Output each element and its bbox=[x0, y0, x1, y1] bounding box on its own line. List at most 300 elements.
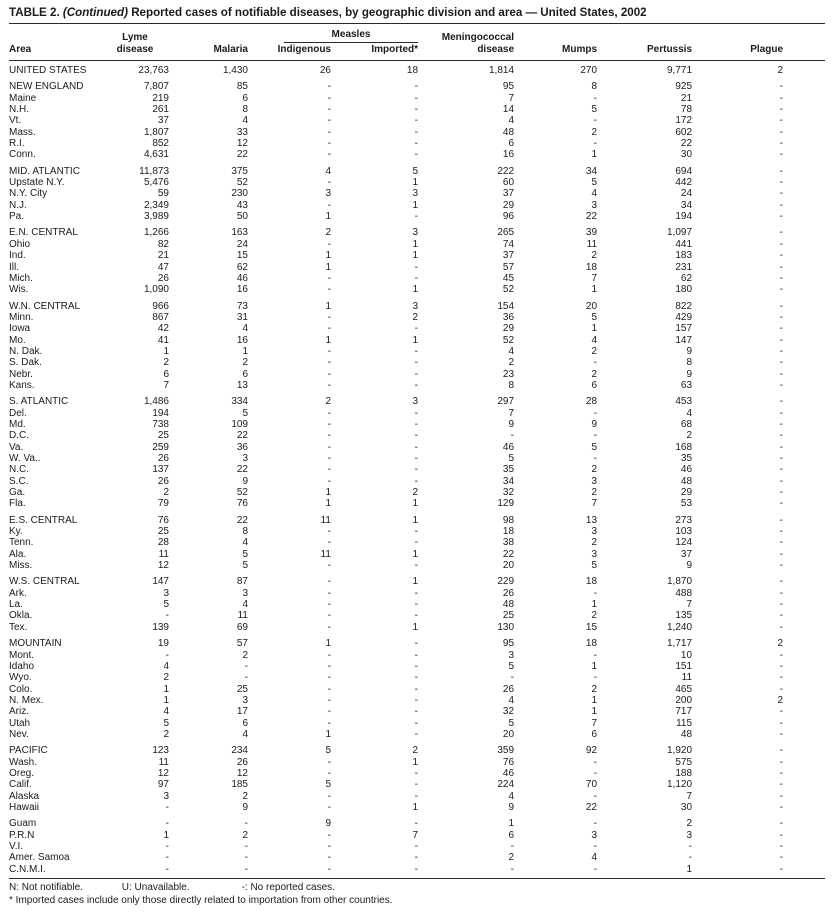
value-cell: 3 bbox=[591, 526, 598, 538]
value-cell: - bbox=[779, 379, 784, 391]
value-cell: - bbox=[414, 126, 419, 138]
value-cell: 3 bbox=[412, 188, 419, 200]
value-cell: 8 bbox=[242, 526, 248, 538]
value-cell: 273 bbox=[675, 514, 693, 526]
value-cell: 8 bbox=[508, 379, 515, 391]
value-cell: 1,814 bbox=[488, 65, 515, 76]
value-cell: 115 bbox=[676, 717, 693, 729]
area-cell: Mass. bbox=[9, 126, 36, 138]
value-cell: - bbox=[414, 852, 419, 864]
value-cell: 16 bbox=[502, 149, 515, 161]
table-row bbox=[9, 61, 825, 77]
value-cell: - bbox=[414, 138, 419, 150]
value-cell: 200 bbox=[675, 694, 693, 706]
value-cell: 1 bbox=[325, 498, 331, 510]
table-row bbox=[9, 369, 825, 380]
value-cell: 60 bbox=[502, 177, 515, 189]
value-cell: 4,631 bbox=[143, 149, 169, 161]
footnotes bbox=[9, 882, 825, 907]
value-cell: - bbox=[414, 453, 419, 464]
area-cell: C.N.M.I. bbox=[9, 863, 46, 875]
value-cell: - bbox=[327, 841, 331, 852]
area-cell: S. ATLANTIC bbox=[9, 396, 69, 408]
value-cell: 5 bbox=[591, 560, 598, 572]
value-cell: 1,097 bbox=[666, 227, 693, 239]
area-cell: Colo. bbox=[9, 683, 33, 695]
value-cell: - bbox=[414, 464, 419, 476]
value-cell: 1,090 bbox=[143, 284, 169, 296]
value-cell: 3 bbox=[163, 790, 169, 802]
value-cell: 9 bbox=[686, 345, 693, 357]
col-lyme-line2: disease bbox=[101, 44, 169, 61]
value-cell: - bbox=[414, 149, 419, 161]
value-cell: 5 bbox=[508, 453, 515, 464]
table-row bbox=[9, 464, 825, 475]
value-cell: 52 bbox=[236, 177, 248, 189]
value-cell: - bbox=[414, 638, 419, 650]
value-cell: 37 bbox=[502, 250, 515, 262]
value-cell: 22 bbox=[502, 548, 515, 560]
area-cell: Idaho bbox=[9, 660, 35, 672]
value-cell: - bbox=[327, 453, 331, 464]
value-cell: 6 bbox=[591, 728, 598, 740]
value-cell: - bbox=[414, 672, 419, 684]
value-cell: 22 bbox=[236, 430, 248, 442]
value-cell: 188 bbox=[675, 767, 693, 779]
value-cell: 1,920 bbox=[666, 745, 693, 757]
value-cell: 1 bbox=[325, 261, 331, 273]
value-cell: 4 bbox=[325, 165, 331, 177]
value-cell: 2 bbox=[591, 487, 598, 499]
value-cell: 9,771 bbox=[666, 65, 693, 76]
area-cell: D.C. bbox=[9, 430, 29, 442]
value-cell: - bbox=[779, 621, 784, 633]
value-cell: - bbox=[414, 345, 419, 357]
value-cell: 1,240 bbox=[666, 621, 693, 633]
value-cell: 123 bbox=[152, 745, 169, 757]
value-cell: - bbox=[414, 706, 419, 718]
value-cell: - bbox=[244, 841, 248, 852]
area-cell: Wyo. bbox=[9, 672, 32, 684]
value-cell: 9 bbox=[242, 801, 248, 813]
value-cell: 602 bbox=[675, 126, 693, 138]
table-row bbox=[9, 549, 825, 560]
value-cell: - bbox=[779, 396, 784, 408]
value-cell: - bbox=[779, 311, 784, 323]
value-cell: 2 bbox=[163, 672, 169, 684]
table-row bbox=[9, 638, 825, 649]
value-cell: 3 bbox=[412, 396, 419, 408]
value-cell: - bbox=[327, 379, 331, 391]
value-cell: 6 bbox=[508, 138, 515, 150]
value-cell: 78 bbox=[680, 104, 693, 116]
value-cell: 9 bbox=[686, 560, 693, 572]
value-cell: 76 bbox=[236, 498, 248, 510]
value-cell: - bbox=[327, 126, 331, 138]
value-cell: - bbox=[327, 407, 331, 419]
table-row bbox=[9, 695, 825, 706]
value-cell: - bbox=[779, 199, 784, 211]
table-row bbox=[9, 830, 825, 841]
value-cell: 62 bbox=[236, 261, 248, 273]
value-cell: 124 bbox=[675, 537, 693, 549]
value-cell: 5 bbox=[412, 165, 419, 177]
table-row bbox=[9, 768, 825, 779]
value-cell: 1 bbox=[591, 694, 598, 706]
value-cell: - bbox=[510, 430, 515, 442]
value-cell: - bbox=[593, 790, 598, 802]
value-cell: 717 bbox=[675, 706, 693, 718]
table-row bbox=[9, 588, 825, 599]
col-group-measles bbox=[248, 24, 418, 44]
area-cell: UNITED STATES bbox=[9, 65, 87, 76]
value-cell: 2 bbox=[412, 745, 419, 757]
area-cell: Miss. bbox=[9, 560, 33, 572]
value-cell: - bbox=[327, 621, 331, 633]
value-cell: 4 bbox=[163, 660, 169, 672]
value-cell: 1 bbox=[325, 638, 331, 650]
value-cell: - bbox=[327, 790, 331, 802]
table-row bbox=[9, 537, 825, 548]
value-cell: - bbox=[779, 863, 784, 875]
area-cell: Del. bbox=[9, 407, 27, 419]
value-cell: - bbox=[779, 345, 784, 357]
value-cell: - bbox=[779, 165, 784, 177]
value-cell: 4 bbox=[508, 694, 515, 706]
value-cell: 5,476 bbox=[143, 177, 169, 189]
value-cell: 231 bbox=[675, 261, 693, 273]
value-cell: 2 bbox=[591, 368, 598, 380]
value-cell: - bbox=[414, 863, 419, 875]
value-cell: 41 bbox=[157, 334, 169, 346]
value-cell: 852 bbox=[152, 138, 169, 150]
table-row bbox=[9, 841, 825, 852]
table-row bbox=[9, 599, 825, 610]
area-cell: Minn. bbox=[9, 311, 34, 323]
area-cell: Oreg. bbox=[9, 767, 35, 779]
value-cell: - bbox=[779, 728, 784, 740]
value-cell: 5 bbox=[242, 548, 248, 560]
value-cell: - bbox=[779, 745, 784, 757]
value-cell: - bbox=[779, 852, 784, 864]
footnote-not-notifiable: N: Not notifiable. bbox=[9, 882, 83, 894]
value-cell: 194 bbox=[152, 407, 169, 419]
value-cell: - bbox=[779, 261, 784, 273]
value-cell: 14 bbox=[502, 104, 515, 116]
table-row bbox=[9, 200, 825, 211]
value-cell: 2 bbox=[591, 345, 598, 357]
value-cell: - bbox=[779, 453, 784, 464]
value-cell: 2 bbox=[508, 357, 515, 369]
value-cell: - bbox=[593, 92, 598, 104]
value-cell: - bbox=[327, 149, 331, 161]
value-cell: - bbox=[779, 514, 784, 526]
title-table-label: TABLE 2. bbox=[9, 6, 60, 19]
value-cell: - bbox=[593, 767, 598, 779]
value-cell: 7 bbox=[412, 829, 419, 841]
header-row-bottom bbox=[9, 44, 825, 61]
table-row bbox=[9, 188, 825, 199]
value-cell: - bbox=[779, 238, 784, 250]
page-title bbox=[9, 5, 825, 24]
col-measles-indigenous: Indigenous bbox=[248, 44, 331, 61]
value-cell: 25 bbox=[502, 610, 515, 622]
value-cell: - bbox=[779, 138, 784, 150]
value-cell: - bbox=[779, 250, 784, 262]
value-cell: - bbox=[165, 852, 169, 864]
value-cell: 5 bbox=[163, 599, 169, 611]
value-cell: 2 bbox=[325, 227, 331, 239]
value-cell: - bbox=[414, 368, 419, 380]
value-cell: 488 bbox=[675, 587, 693, 599]
value-cell: 42 bbox=[157, 323, 169, 335]
value-cell: 13 bbox=[236, 379, 248, 391]
value-cell: 3,989 bbox=[143, 211, 169, 223]
value-cell: - bbox=[779, 430, 784, 442]
table-row bbox=[9, 718, 825, 729]
value-cell: 10 bbox=[680, 649, 693, 661]
value-cell: 70 bbox=[585, 779, 598, 791]
value-cell: 92 bbox=[585, 745, 598, 757]
value-cell: - bbox=[327, 537, 331, 549]
value-cell: 442 bbox=[675, 177, 693, 189]
value-cell: 97 bbox=[157, 779, 169, 791]
area-cell: Wash. bbox=[9, 756, 37, 768]
value-cell: 17 bbox=[236, 706, 248, 718]
table-row bbox=[9, 380, 825, 391]
area-cell: Tex. bbox=[9, 621, 28, 633]
value-cell: 1 bbox=[508, 818, 515, 830]
value-cell: 7 bbox=[686, 599, 693, 611]
value-cell: 12 bbox=[236, 138, 248, 150]
value-cell: 2 bbox=[242, 829, 248, 841]
table-header bbox=[9, 24, 825, 61]
table-row bbox=[9, 273, 825, 284]
value-cell: 3 bbox=[242, 587, 248, 599]
value-cell: - bbox=[779, 818, 784, 830]
value-cell: - bbox=[779, 211, 784, 223]
value-cell: - bbox=[779, 829, 784, 841]
table-row bbox=[9, 81, 825, 92]
value-cell: 12 bbox=[157, 560, 169, 572]
value-cell: 5 bbox=[242, 560, 248, 572]
value-cell: 6 bbox=[163, 368, 169, 380]
value-cell: - bbox=[414, 357, 419, 369]
value-cell: 11 bbox=[158, 756, 169, 768]
value-cell: 57 bbox=[236, 638, 248, 650]
value-cell: 297 bbox=[497, 396, 515, 408]
value-cell: 2 bbox=[242, 790, 248, 802]
value-cell: 270 bbox=[580, 65, 598, 76]
value-cell: 2 bbox=[686, 430, 693, 442]
area-cell: N. Dak. bbox=[9, 345, 43, 357]
area-cell: Mont. bbox=[9, 649, 35, 661]
value-cell: - bbox=[327, 829, 331, 841]
area-cell: Ga. bbox=[9, 487, 26, 499]
value-cell: 9 bbox=[591, 418, 598, 430]
table-row bbox=[9, 745, 825, 756]
value-cell: 48 bbox=[502, 599, 515, 611]
value-cell: 28 bbox=[157, 537, 169, 549]
value-cell: 925 bbox=[675, 81, 693, 93]
value-cell: - bbox=[779, 487, 784, 499]
value-cell: 130 bbox=[497, 621, 515, 633]
value-cell: 36 bbox=[236, 441, 248, 453]
area-cell: S.C. bbox=[9, 475, 29, 487]
value-cell: 11 bbox=[681, 672, 693, 684]
value-cell: - bbox=[593, 453, 598, 464]
value-cell: - bbox=[414, 790, 419, 802]
value-cell: - bbox=[414, 841, 419, 852]
value-cell: - bbox=[327, 199, 331, 211]
area-cell: Mich. bbox=[9, 272, 33, 284]
value-cell: 11 bbox=[320, 514, 331, 526]
value-cell: - bbox=[327, 863, 331, 875]
table-row bbox=[9, 262, 825, 273]
value-cell: 69 bbox=[236, 621, 248, 633]
value-cell: - bbox=[779, 115, 784, 127]
col-lyme-line1: Lyme bbox=[122, 32, 148, 43]
footnote-imported-note: * Imported cases include only those directly related to importation from other countries. bbox=[9, 894, 393, 906]
value-cell: 147 bbox=[152, 576, 169, 588]
value-cell: 822 bbox=[675, 300, 693, 312]
value-cell: - bbox=[414, 683, 419, 695]
value-cell: 265 bbox=[497, 227, 515, 239]
header-spacer bbox=[597, 24, 692, 44]
value-cell: 185 bbox=[231, 779, 248, 791]
header-spacer bbox=[9, 24, 101, 44]
value-cell: 151 bbox=[675, 660, 693, 672]
value-cell: 26 bbox=[319, 65, 331, 76]
value-cell: 5 bbox=[163, 717, 169, 729]
value-cell: 168 bbox=[675, 441, 693, 453]
area-cell: Nebr. bbox=[9, 368, 33, 380]
value-cell: 52 bbox=[236, 487, 248, 499]
area-cell: V.I. bbox=[9, 841, 24, 852]
value-cell: 4 bbox=[242, 323, 248, 335]
value-cell: 1 bbox=[412, 576, 419, 588]
value-cell: - bbox=[327, 138, 331, 150]
value-cell: 4 bbox=[242, 537, 248, 549]
table-row bbox=[9, 661, 825, 672]
value-cell: 22 bbox=[236, 149, 248, 161]
value-cell: 694 bbox=[675, 165, 693, 177]
area-cell: MOUNTAIN bbox=[9, 638, 62, 650]
value-cell: 6 bbox=[242, 368, 248, 380]
area-cell: W. Va.. bbox=[9, 453, 41, 464]
area-cell: Hawaii bbox=[9, 801, 40, 813]
value-cell: 43 bbox=[236, 199, 248, 211]
area-cell: Ariz. bbox=[9, 706, 29, 718]
value-cell: - bbox=[779, 149, 784, 161]
value-cell: 453 bbox=[675, 396, 693, 408]
value-cell: - bbox=[779, 560, 784, 572]
value-cell: 6 bbox=[591, 379, 598, 391]
value-cell: 1,717 bbox=[666, 638, 693, 650]
value-cell: 1,266 bbox=[143, 227, 169, 239]
value-cell: 19 bbox=[157, 638, 169, 650]
value-cell: 1 bbox=[325, 211, 331, 223]
table-row bbox=[9, 791, 825, 802]
value-cell: 172 bbox=[675, 115, 693, 127]
value-cell: 26 bbox=[236, 756, 248, 768]
col-pertussis: Pertussis bbox=[597, 44, 692, 61]
value-cell: - bbox=[779, 475, 784, 487]
value-cell: - bbox=[327, 526, 331, 538]
area-cell: Pa. bbox=[9, 211, 25, 223]
value-cell: 183 bbox=[675, 250, 693, 262]
value-cell: 1 bbox=[412, 250, 419, 262]
table-row bbox=[9, 576, 825, 587]
value-cell: 2 bbox=[325, 396, 331, 408]
area-cell: Tenn. bbox=[9, 537, 34, 549]
value-cell: 7,807 bbox=[143, 81, 169, 93]
value-cell: 4 bbox=[508, 115, 515, 127]
value-cell: - bbox=[327, 464, 331, 476]
value-cell: 261 bbox=[152, 104, 169, 116]
value-cell: 8 bbox=[686, 357, 693, 369]
area-cell: Utah bbox=[9, 717, 31, 729]
value-cell: - bbox=[327, 706, 331, 718]
notifiable-diseases-table bbox=[9, 24, 825, 879]
value-cell: 147 bbox=[675, 334, 693, 346]
value-cell: 24 bbox=[236, 238, 248, 250]
value-cell: 1 bbox=[163, 345, 169, 357]
value-cell: 3 bbox=[412, 227, 419, 239]
value-cell: 1 bbox=[412, 621, 419, 633]
value-cell: 85 bbox=[236, 81, 248, 93]
value-cell: - bbox=[779, 756, 784, 768]
value-cell: - bbox=[327, 576, 331, 588]
value-cell: 76 bbox=[502, 756, 515, 768]
table-row bbox=[9, 684, 825, 695]
value-cell: - bbox=[414, 104, 419, 116]
value-cell: 222 bbox=[497, 165, 515, 177]
value-cell: - bbox=[414, 272, 419, 284]
value-cell: 6 bbox=[508, 829, 515, 841]
value-cell: 18 bbox=[502, 526, 515, 538]
value-cell: - bbox=[327, 660, 331, 672]
value-cell: 23,763 bbox=[138, 65, 169, 76]
value-cell: - bbox=[593, 756, 598, 768]
area-cell: Ind. bbox=[9, 250, 26, 262]
table-row bbox=[9, 177, 825, 188]
value-cell: 2 bbox=[591, 610, 598, 622]
value-cell: 25 bbox=[157, 430, 169, 442]
value-cell: - bbox=[327, 441, 331, 453]
value-cell: 2 bbox=[242, 357, 248, 369]
value-cell: - bbox=[244, 863, 248, 875]
col-area: Area bbox=[9, 44, 101, 61]
value-cell: 1 bbox=[325, 487, 331, 499]
value-cell: 24 bbox=[680, 188, 693, 200]
value-cell: - bbox=[414, 323, 419, 335]
table-row bbox=[9, 802, 825, 813]
table-row bbox=[9, 312, 825, 323]
area-cell: Maine bbox=[9, 92, 37, 104]
value-cell: - bbox=[593, 863, 598, 875]
col-malaria: Malaria bbox=[169, 44, 248, 61]
value-cell: 38 bbox=[502, 537, 515, 549]
value-cell: 26 bbox=[502, 683, 515, 695]
value-cell: - bbox=[165, 610, 169, 622]
value-cell: - bbox=[779, 779, 784, 791]
value-cell: 34 bbox=[502, 475, 515, 487]
value-cell: 47 bbox=[157, 261, 169, 273]
value-cell: - bbox=[414, 587, 419, 599]
value-cell: - bbox=[327, 801, 331, 813]
value-cell: - bbox=[779, 188, 784, 200]
